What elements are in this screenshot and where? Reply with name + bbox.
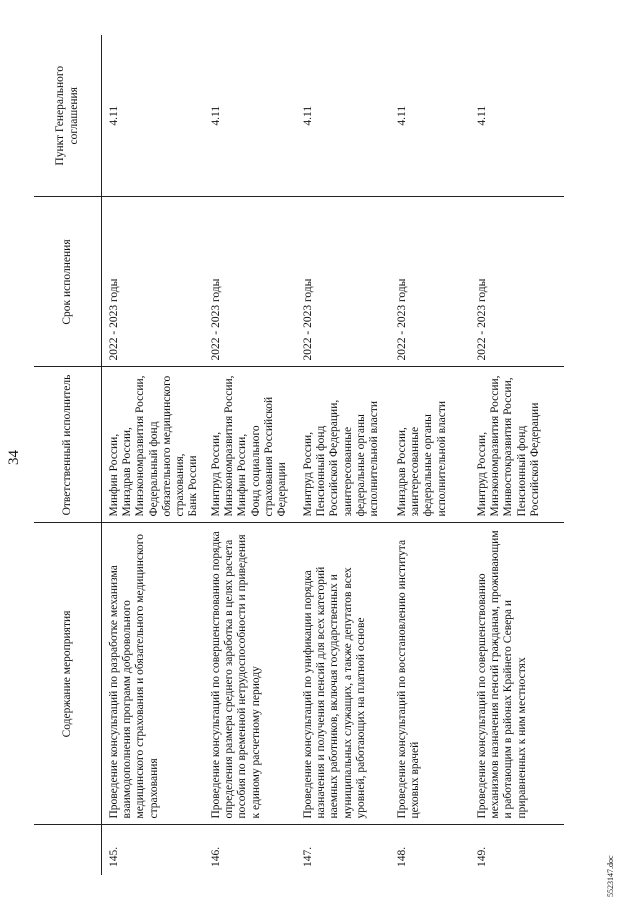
- row-responsible: Минздрав России, заинтересованные федеральные органы исполнительной власти: [390, 367, 470, 523]
- header-description: Содержание мероприятия: [34, 523, 102, 825]
- row-description: Проведение консультаций по унификации порядка назначения и получения пенсий для всех категорий наемных работников, включая государственных и муниципальных служащих, а также депутатов всех уровней, работающих на платной основе: [296, 523, 390, 825]
- table-header-row: [34, 35, 102, 875]
- row-agreement-point: 4.11: [296, 35, 390, 197]
- row-deadline: 2022 - 2023 годы: [390, 197, 470, 367]
- row-agreement-point: 4.11: [204, 35, 296, 197]
- row-description: Проведение консультаций по совершенствованию порядка определения размера среднего заработка в целях расчета пособия по временной нетрудоспособности и приведения к единому расчетному периоду: [204, 523, 296, 825]
- row-deadline: 2022 - 2023 годы: [204, 197, 296, 367]
- row-agreement-point: 4.11: [102, 35, 205, 197]
- row-number: 148.: [396, 846, 408, 867]
- row-responsible: Минтруд России, Минэкономразвития России, Минфин России, Фонд социального страхования Российской Федерации: [204, 367, 296, 523]
- row-deadline: 2022 - 2023 годы: [102, 197, 205, 367]
- table-row: [470, 35, 564, 875]
- page-number: 34: [6, 450, 22, 465]
- document-id: 5523147.doc: [606, 855, 615, 897]
- row-deadline: 2022 - 2023 годы: [470, 197, 564, 367]
- table-row: [390, 35, 470, 875]
- row-description: Проведение консультаций по разработке механизма взаимодополнения программ добровольного медицинского страхования и обязательного медицинского страхования: [102, 523, 205, 825]
- row-number: 149.: [476, 846, 488, 867]
- row-agreement-point: 4.11: [470, 35, 564, 197]
- row-responsible: Минфин России, Минздрав России, Минэкономразвития России, Федеральный фонд обязательного медицинского страхования, Банк России: [102, 367, 205, 523]
- table-row: [204, 35, 296, 875]
- header-agreement-point: Пункт Генерального соглашения: [34, 35, 102, 197]
- header-responsible: Ответственный исполнитель: [34, 367, 102, 523]
- row-number: 146.: [210, 846, 222, 867]
- row-responsible: Минтруд России, Пенсионный фонд Российской Федерации, заинтересованные федеральные органы исполнительной власти: [296, 367, 390, 523]
- measures-table: [34, 35, 564, 875]
- row-number: 145.: [108, 846, 120, 867]
- table-row: [102, 35, 205, 875]
- row-number: 147.: [302, 846, 314, 867]
- row-deadline: 2022 - 2023 годы: [296, 197, 390, 367]
- row-agreement-point: 4.11: [390, 35, 470, 197]
- row-description: Проведение консультаций по совершенствованию механизмов назначения пенсий гражданам, проживающим и работающим в районах Крайнего Севера и приравненных к ним местностях: [470, 523, 564, 825]
- row-responsible: Минтруд России, Минэкономразвития России, Минвостокразвития России, Пенсионный фонд Российской Федерации: [470, 367, 564, 523]
- table-row: [296, 35, 390, 875]
- header-deadline: Срок исполнения: [34, 197, 102, 367]
- header-num: [34, 825, 102, 875]
- row-description: Проведение консультаций по восстановлению института цеховых врачей: [390, 523, 470, 825]
